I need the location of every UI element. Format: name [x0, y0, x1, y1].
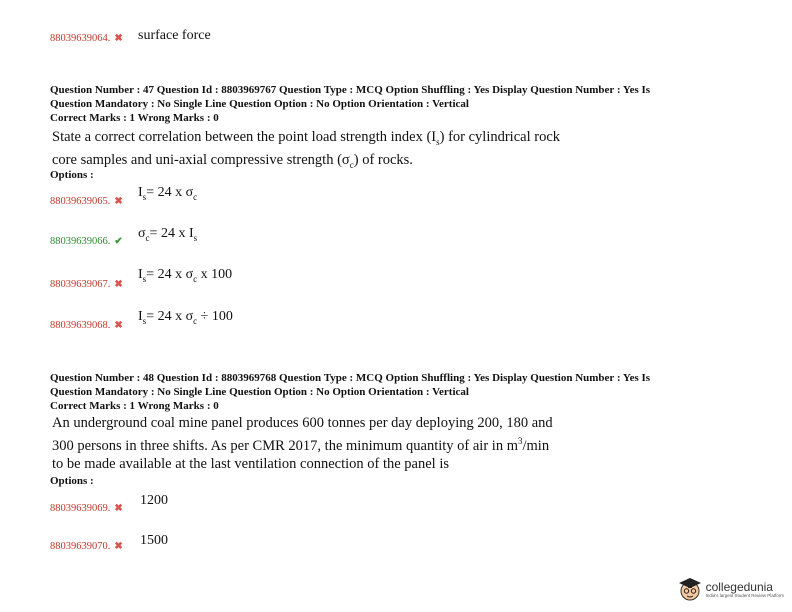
cross-icon: ✖ — [114, 33, 123, 45]
cross-icon: ✖ — [114, 279, 123, 291]
option-id: 88039639065. ✖ — [50, 196, 123, 208]
option-id: 88039639067. ✖ — [50, 279, 123, 291]
option-text: $I_s= 24$ x $\sigma_c$ — [138, 185, 198, 202]
option-id: 88039639064. ✖ — [50, 33, 123, 45]
option-text: 1200 — [140, 493, 168, 508]
option-id: 88039639069. ✖ — [50, 503, 123, 515]
question-text: State a correct correlation between the point load strength index $(I_s)$ for cylindrical rock core samples and uni-axial compressive strength $(\sigma_c)$ of rocks. — [52, 129, 561, 170]
graduate-icon — [677, 576, 703, 602]
option-text: $I_s= 24$ x $\sigma_c \div 100$ — [138, 309, 233, 326]
option-text: surface force — [138, 28, 211, 43]
question-meta: Question Number : 47 Question Id : 8803969767 Question Type : MCQ Option Shuffling : Yes Display Question Number : Yes Is Question Mandatory : No Single Line Question Option : No Option Orientation : Vertical Correct Marks : 1 Wrong Marks : 0 — [50, 84, 651, 124]
option-id: 88039639070. ✖ — [50, 541, 123, 553]
option-id: 88039639068. ✖ — [50, 320, 123, 332]
cross-icon: ✖ — [114, 541, 123, 553]
cross-icon: ✖ — [114, 320, 123, 332]
option-text: $\sigma_c= 24$ x $I_s$ — [138, 226, 198, 243]
option-text: $I_s= 24$ x $\sigma_c$ x 100 — [138, 267, 233, 284]
option-text: 1500 — [140, 533, 168, 548]
cross-icon: ✖ — [114, 196, 123, 208]
options-label: Options : — [50, 169, 94, 181]
logo-tagline: India's largest Student Review Platform — [705, 592, 784, 598]
check-icon: ✔ — [114, 236, 123, 248]
logo-name: collegedunia — [705, 579, 773, 594]
question-text: An underground coal mine panel produces 600 tonnes per day deploying 200, 180 and 300 persons in three shifts. As per CMR 2017, the minimum quantity of air in $m^3/\min$ to be made available at the last ventilation connection of the panel is — [52, 415, 553, 472]
options-label: Options : — [50, 475, 94, 487]
cross-icon: ✖ — [114, 503, 123, 515]
question-meta: Question Number : 48 Question Id : 8803969768 Question Type : MCQ Option Shuffling : Yes Display Question Number : Yes Is Question Mandatory : No Single Line Question Option : No Option Orientation : Vertical Correct Marks : 1 Wrong Marks : 0 — [50, 372, 651, 412]
collegedunia-logo — [677, 576, 784, 602]
option-id-correct: 88039639066. ✔ — [50, 236, 123, 248]
